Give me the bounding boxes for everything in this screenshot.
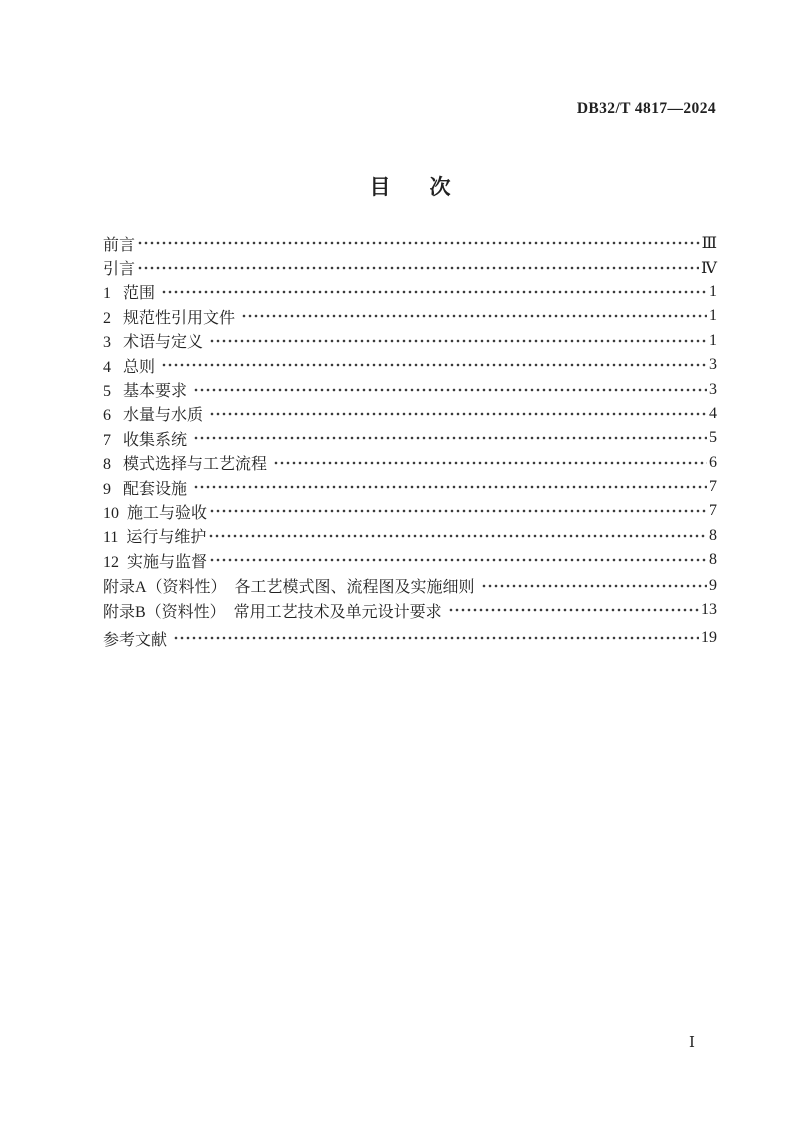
toc-entry-label: 3 术语与定义	[103, 334, 208, 352]
toc-entry	[103, 402, 717, 426]
toc-entry-label: 附录B（资料性） 常用工艺技术及单元设计要求	[103, 603, 446, 621]
toc-entry	[103, 255, 717, 279]
toc-entry-page-number: 5	[709, 429, 717, 447]
toc-entry	[103, 426, 717, 450]
toc-entry-label: 8 模式选择与工艺流程	[103, 456, 272, 474]
toc-entry-page-number: 1	[709, 282, 717, 300]
toc-entry-page-number: 8	[709, 551, 717, 569]
dot-leader	[241, 304, 707, 328]
dot-leader	[137, 231, 700, 255]
dot-leader	[193, 475, 707, 499]
toc-entry-page-number: 8	[709, 526, 717, 544]
dot-leader	[273, 451, 707, 475]
dot-leader	[448, 598, 699, 622]
toc-entry	[103, 280, 717, 304]
toc-entry-label: 7 收集系统	[103, 431, 192, 449]
toc-entry	[103, 231, 717, 255]
toc-entry	[103, 377, 717, 401]
toc-entry-label: 1 范围	[103, 285, 160, 303]
toc-entry	[103, 524, 717, 548]
toc-entry	[103, 626, 717, 650]
page-title: 目 次	[369, 175, 460, 199]
toc-entry	[103, 499, 717, 523]
dot-leader	[209, 402, 707, 426]
toc-entry	[103, 475, 717, 499]
dot-leader	[161, 280, 707, 304]
toc-entry-label: 12 实施与监督	[103, 553, 208, 571]
toc-entry-label: 2 规范性引用文件	[103, 309, 240, 327]
toc-entry-page-number: 19	[701, 629, 717, 647]
toc-entry	[103, 548, 717, 572]
toc-entry	[103, 304, 717, 328]
toc-entry-label: 4 总则	[103, 358, 160, 376]
toc-entry-label: 附录A（资料性） 各工艺模式图、流程图及实施细则	[103, 579, 479, 597]
toc-entry-page-number: 7	[709, 502, 717, 520]
toc-entry-page-number: 3	[709, 380, 717, 398]
toc-entry	[103, 598, 717, 622]
dot-leader	[193, 377, 707, 401]
toc-entry-page-number: 7	[709, 478, 717, 496]
standard-code: DB32/T 4817—2024	[576, 100, 716, 117]
toc-entry-page-number: 1	[709, 331, 717, 349]
toc-entry-page-number: 9	[709, 576, 717, 594]
dot-leader	[481, 573, 707, 597]
dot-leader	[193, 426, 707, 450]
dot-leader	[173, 626, 699, 650]
toc-entry	[103, 573, 717, 597]
toc-entry	[103, 353, 717, 377]
dot-leader	[161, 353, 707, 377]
toc-entry-page-number: Ⅲ	[701, 235, 717, 253]
dot-leader	[209, 499, 707, 523]
toc-entry-label: 5 基本要求	[103, 383, 192, 401]
toc-entry-label: 参考文献	[103, 631, 172, 649]
toc-entry-page-number: 3	[709, 356, 717, 374]
toc-entry-page-number: 6	[709, 453, 717, 471]
toc-entry-page-number: 13	[701, 601, 717, 619]
toc-entry-label: 10 施工与验收	[103, 504, 208, 522]
dot-leader	[137, 255, 699, 279]
toc-entry	[103, 451, 717, 475]
toc-entry-page-number: 1	[709, 307, 717, 325]
dot-leader	[209, 329, 707, 353]
toc-entry-page-number: 4	[709, 404, 717, 422]
dot-leader	[208, 524, 707, 548]
dot-leader	[209, 548, 707, 572]
footer-page-number: Ⅰ	[689, 1035, 695, 1051]
toc-entry-label: 引言	[103, 261, 136, 279]
toc-entry-label: 6 水量与水质	[103, 407, 208, 425]
toc-entry-label: 11 运行与维护	[103, 529, 207, 547]
toc-entry-page-number: Ⅳ	[701, 259, 717, 277]
toc-entry-label: 前言	[103, 236, 136, 254]
table-of-contents	[103, 231, 717, 651]
toc-entry-label: 9 配套设施	[103, 480, 192, 498]
toc-entry	[103, 329, 717, 353]
